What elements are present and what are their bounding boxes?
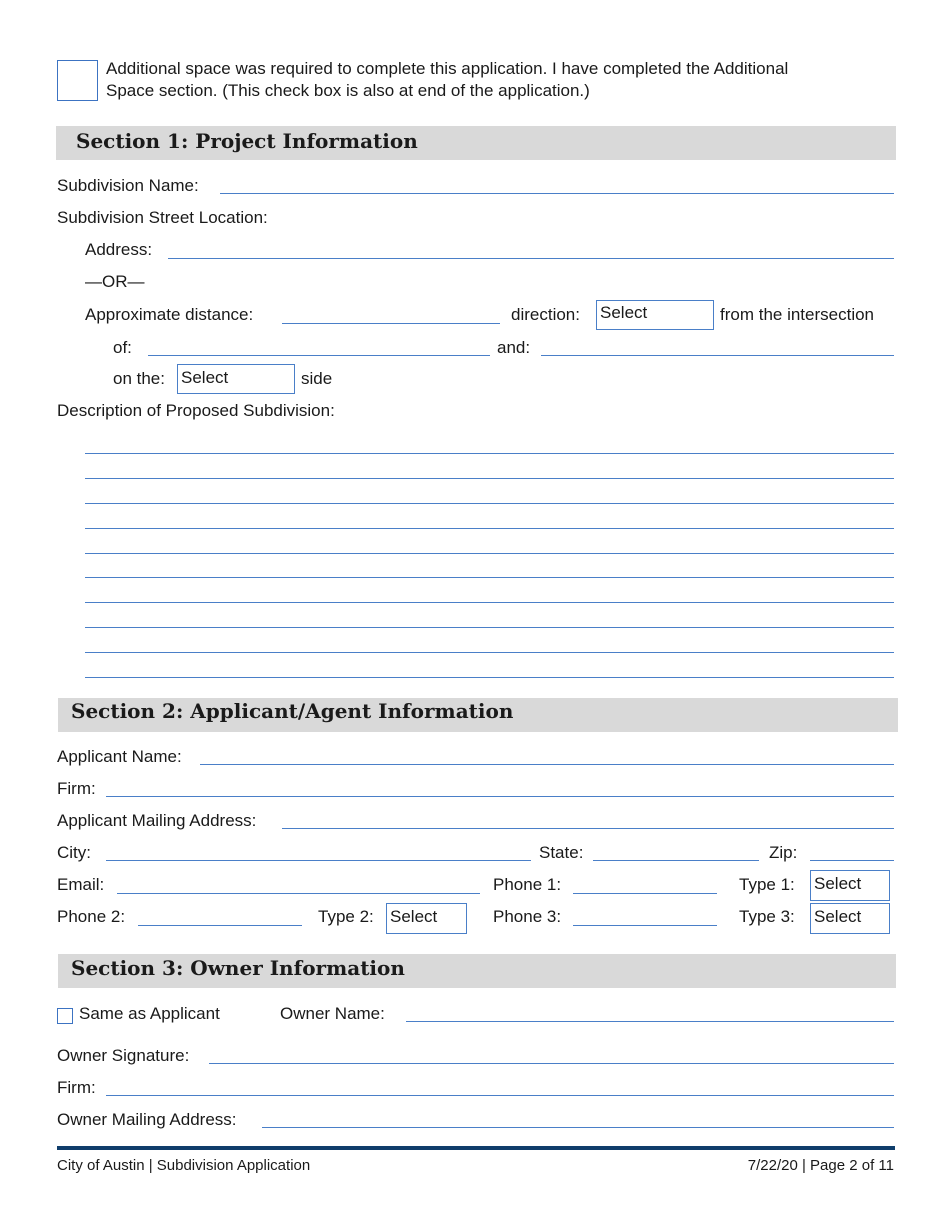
footer-left: City of Austin | Subdivision Application — [57, 1157, 311, 1174]
owner-name-label: Owner Name: — [280, 1004, 385, 1023]
subdivision-name-label: Subdivision Name: — [57, 176, 199, 195]
description-line[interactable] — [85, 528, 894, 529]
description-line[interactable] — [85, 453, 894, 454]
side-label: side — [301, 369, 333, 388]
type3-label: Type 3: — [739, 907, 795, 926]
address-field[interactable] — [168, 258, 894, 259]
owner-firm-field[interactable] — [106, 1095, 894, 1096]
description-line[interactable] — [85, 677, 894, 678]
type2-label: Type 2: — [318, 907, 374, 926]
firm-label: Firm: — [57, 779, 96, 798]
owner-mailing-address-label: Owner Mailing Address: — [57, 1110, 237, 1129]
description-line[interactable] — [85, 478, 894, 479]
from-intersection-text: from the intersection — [720, 305, 875, 324]
owner-signature-field[interactable] — [209, 1063, 894, 1064]
type1-label: Type 1: — [739, 875, 795, 894]
additional-space-checkbox[interactable] — [57, 60, 98, 101]
phone2-field[interactable] — [138, 925, 302, 926]
type3-select[interactable]: Select — [810, 903, 890, 934]
description-line[interactable] — [85, 553, 894, 554]
city-label: City: — [57, 843, 91, 862]
phone1-field[interactable] — [573, 893, 717, 894]
applicant-name-field[interactable] — [200, 764, 894, 765]
street-location-label: Subdivision Street Location: — [57, 208, 268, 227]
same-as-applicant-label: Same as Applicant — [79, 1004, 220, 1023]
direction-select[interactable]: Select — [596, 300, 714, 330]
footer-rule — [57, 1146, 895, 1150]
section3-title: Section 3: Owner Information — [71, 956, 405, 980]
subdivision-name-field[interactable] — [220, 193, 894, 194]
same-as-applicant-checkbox[interactable] — [57, 1008, 73, 1024]
phone3-field[interactable] — [573, 925, 717, 926]
description-line[interactable] — [85, 577, 894, 578]
owner-signature-label: Owner Signature: — [57, 1046, 190, 1065]
address-label: Address: — [85, 240, 153, 259]
description-line[interactable] — [85, 652, 894, 653]
owner-firm-label: Firm: — [57, 1078, 96, 1097]
owner-mailing-address-field[interactable] — [262, 1127, 894, 1128]
additional-space-note-line1: Additional space was required to complete this application. I have completed the Additional — [106, 59, 789, 78]
mailing-address-label: Applicant Mailing Address: — [57, 811, 257, 830]
approx-distance-label: Approximate distance: — [85, 305, 254, 324]
side-select[interactable]: Select — [177, 364, 295, 394]
mailing-address-field[interactable] — [282, 828, 894, 829]
type2-select[interactable]: Select — [386, 903, 467, 934]
additional-space-note-line2: Space section. (This check box is also at end of the application.) — [106, 81, 590, 100]
description-label: Description of Proposed Subdivision: — [57, 401, 335, 420]
section1-title: Section 1: Project Information — [76, 129, 418, 153]
state-field[interactable] — [593, 860, 759, 861]
phone3-label: Phone 3: — [493, 907, 562, 926]
description-line[interactable] — [85, 503, 894, 504]
owner-name-field[interactable] — [406, 1021, 894, 1022]
email-label: Email: — [57, 875, 105, 894]
email-field[interactable] — [117, 893, 480, 894]
phone2-label: Phone 2: — [57, 907, 126, 926]
on-the-label: on the: — [113, 369, 165, 388]
direction-label: direction: — [511, 305, 580, 324]
description-line[interactable] — [85, 602, 894, 603]
state-label: State: — [539, 843, 584, 862]
and-label: and: — [497, 338, 531, 357]
zip-label: Zip: — [769, 843, 798, 862]
zip-field[interactable] — [810, 860, 894, 861]
applicant-name-label: Applicant Name: — [57, 747, 182, 766]
firm-field[interactable] — [106, 796, 894, 797]
footer-right: 7/22/20 | Page 2 of 11 — [747, 1157, 894, 1174]
section2-title: Section 2: Applicant/Agent Information — [71, 699, 514, 723]
type1-select[interactable]: Select — [810, 870, 890, 901]
of-field[interactable] — [148, 355, 490, 356]
and-field[interactable] — [541, 355, 894, 356]
approx-distance-field[interactable] — [282, 323, 500, 324]
city-field[interactable] — [106, 860, 531, 861]
phone1-label: Phone 1: — [493, 875, 562, 894]
of-label: of: — [113, 338, 132, 357]
or-divider: —OR— — [85, 272, 145, 291]
description-line[interactable] — [85, 627, 894, 628]
